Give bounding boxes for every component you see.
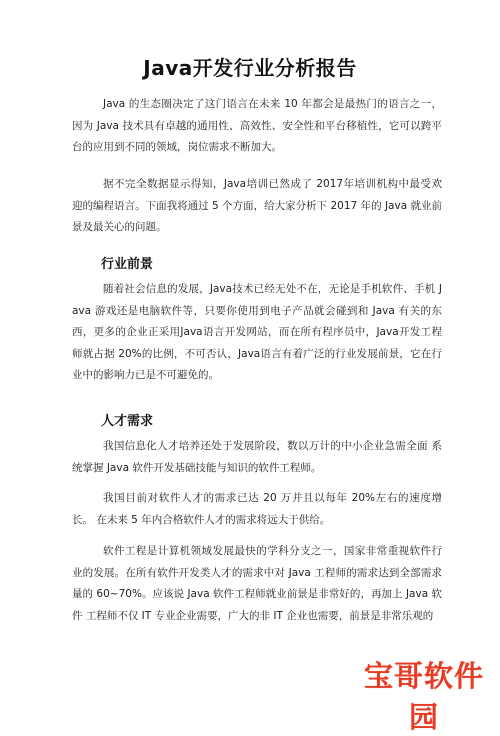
section-heading-prospects: 行业前景 <box>101 257 154 272</box>
section-2-paragraph-2: 我国目前对软件人才的需求已达 20 万并且以每年 20%左右的速度增长。 在未来 5 年内合格软件人才的需求将远大于供给。 <box>72 492 442 526</box>
page-title: Java开发行业分析报告 <box>143 56 357 80</box>
intro-paragraph-1: Java 的生态圈决定了这门语言在未来 10 年都会是最热门的语言之一， 因为 Java 技术具有卓越的通用性、高效性、安全性和平台移植性，它可以跨平 台的应用到不同的领域，岗位需求不断加大。 <box>72 98 442 153</box>
section-heading-talent-demand: 人才需求 <box>101 414 154 429</box>
section-2-paragraph-1: 我国信息化人才培养还处于发展阶段，数以万计的中小企业急需全面 系统掌握 Java 软件开发基础技能与知识的软件工程师。 <box>72 440 442 474</box>
watermark-text: 宝哥软件园 <box>363 659 484 734</box>
watermark <box>356 651 492 734</box>
section-1-paragraph: 随着社会信息的发展，Java技术已经无处不在，无论是手机软件、手机 Java 游戏还是电脑软件等，只要你使用到电子产品就会碰到和 Java 有关的东 西，更多的企业正采用Java语言开发网站，而在所有程序员中，Java开发工程 师就占据 20%的比例，不可否认，Java语言有着广泛的行业发展前景，它在行 业中的影响力已是不可避免的。 <box>72 283 442 381</box>
section-2-paragraph-3: 软件工程是计算机领域发展最快的学科分支之一，国家非常重视软件行 业的发展。在所有软件开发类人才的需求中对 Java 工程师的需求达到全部需求 量的 60~70%。应该说 Java 软件工程师就业前景是非常好的，再加上 Java 软件 工程师不仅 IT 专业企业需要，广大的非 IT 企业也需要，前景是非常乐观的 <box>72 545 442 622</box>
intro-paragraph-2: 据不完全数据显示得知，Java培训已然成了 2017年培训机构中最受欢 迎的编程语言。下面我将通过 5 个方面，给大家分析下 2017 年的 Java 就业前 景及最关心的问题。 <box>72 178 442 233</box>
